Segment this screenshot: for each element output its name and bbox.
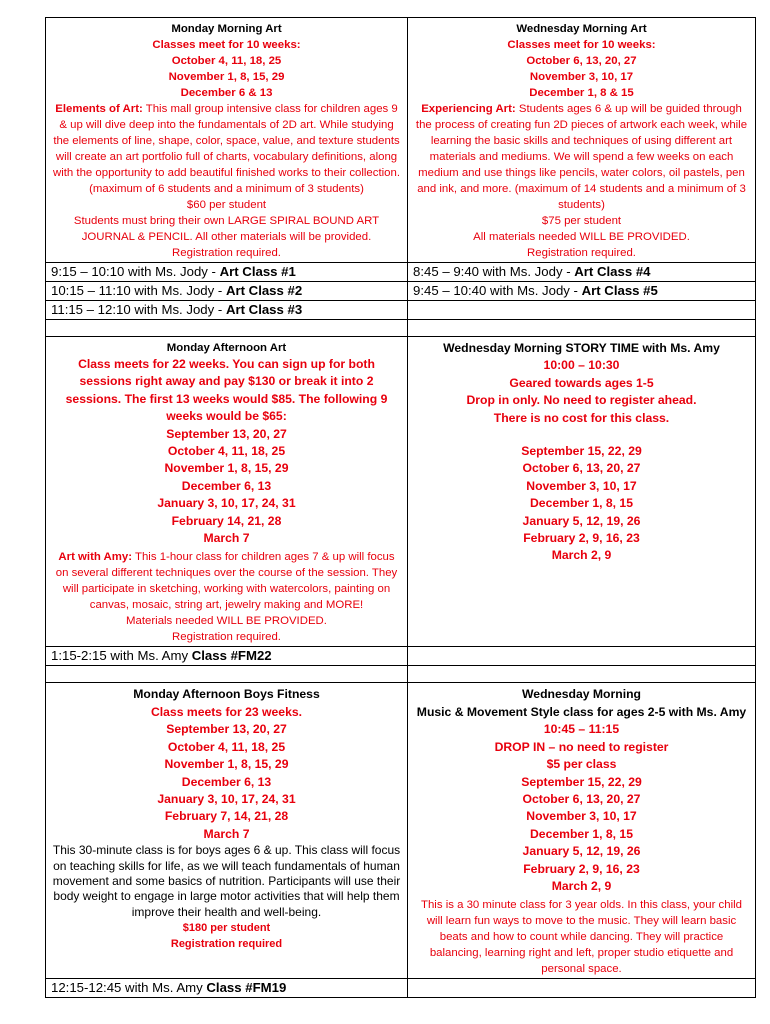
class-time-row [46,301,756,320]
class-schedule-line: December 6, 13 [181,478,272,493]
class-schedule-line: October 6, 13, 20, 27 [526,55,637,67]
class-schedule-line: Classes meet for 10 weeks: [507,39,656,51]
description-lead: Experiencing Art: [421,103,516,115]
class-schedule-line: February 2, 9, 16, 23 [523,861,640,876]
class-schedule-line: DROP IN – no need to register [494,739,669,754]
class-time: 1:15-2:15 with Ms. Amy [51,648,192,664]
class-time: 8:45 – 9:40 with Ms. Jody - [413,264,575,279]
class-schedule-line: March 2, 9 [551,548,612,563]
class-title: Wednesday Morning STORY TIME with Ms. Amy [443,341,720,355]
registration-note: Registration required. [527,247,636,259]
class-time-cell [46,301,408,320]
class-schedule-line: September 13, 20, 27 [166,722,287,737]
schedule-table [45,17,756,998]
class-schedule-line: September 15, 22, 29 [521,774,642,789]
class-schedule-line: January 5, 12, 19, 26 [522,513,641,528]
class-schedule-line: February 14, 21, 28 [171,513,282,528]
class-time: 10:15 – 11:10 with Ms. Jody - [51,283,226,298]
class-schedule-line: September 15, 22, 29 [521,444,642,459]
class-title: Monday Afternoon Art [166,342,287,354]
class-schedule-line: December 6, 13 [181,774,272,789]
class-description [51,549,402,613]
class-schedule-line: Geared towards ages 1-5 [509,375,654,390]
class-time-cell [46,647,408,666]
class-time: 11:15 – 12:10 with Ms. Jody - [51,302,226,317]
class-schedule-line: Classes meet for 10 weeks: [152,39,301,51]
class-schedule-line: November 3, 10, 17 [526,478,637,493]
class-time-cell [46,979,408,998]
class-time-row [46,282,756,301]
class-schedule-line: October 6, 13, 20, 27 [522,791,641,806]
class-schedule-line: February 7, 14, 21, 28 [164,809,289,824]
monday-afternoon-art-cell [46,337,408,647]
class-time: 12:15-12:45 with Ms. Amy [51,980,207,996]
class-time-cell [408,282,756,301]
class-description-row [46,337,756,647]
class-schedule-line: December 1, 8 & 15 [529,87,634,99]
class-time-row [46,647,756,666]
spacer-row [46,666,756,683]
class-schedule-line: November 3, 10, 17 [529,71,634,83]
class-schedule-line: There is no cost for this class. [493,410,670,425]
price-note: $60 per student [186,199,267,211]
class-description-row [46,683,756,979]
class-schedule-line: Class meets for 22 weeks. You can sign up for both sessions right away and pay $130 or break it into 2 sessions. The first 13 weeks would $85. The following 9 weeks would be $65: [65,357,388,424]
class-schedule-line: Class meets for 23 weeks. [150,704,303,719]
price-note: $180 per student [182,922,271,935]
class-time-cell [408,301,756,320]
monday-boys-fitness-cell [46,683,408,979]
class-number: Art Class #3 [225,302,303,317]
class-description [413,101,750,213]
class-title: Monday Morning Art [171,23,282,35]
description-body: This mall group intensive class for children ages 9 & up will dive deep into the fundamentals of 2D art. While studying the elements of line, shape, color, space, value, and texture students will create an art portfolio full of charts, vocabulary definitions, along with the opportunity to add beautiful finished works to their collection. [53,103,400,179]
wednesday-music-movement-cell [408,683,756,979]
class-schedule-line: December 6 & 13 [180,87,273,99]
wednesday-story-time-cell [408,337,756,647]
class-title: Wednesday Morning Art [516,23,647,35]
registration-note: Registration required. [172,247,281,259]
class-number: Art Class #1 [219,264,296,279]
class-description: This 30-minute class is for boys ages 6 & up. This class will focus on teaching skills for life, as we will teach fundamentals of human movement and some basics of nutrition. Participants will use their body weight to engage in large motor activities that will help them improve their health and well-being. [52,843,401,919]
wednesday-morning-art-cell [408,18,756,263]
class-schedule-line: $5 per class [546,757,617,772]
description-lead: Elements of Art: [55,103,143,115]
class-number: Art Class #2 [225,283,303,298]
class-schedule-line: March 2, 9 [551,878,612,893]
class-schedule-line: October 4, 11, 18, 25 [167,739,286,754]
materials-note: Materials needed WILL BE PROVIDED. [126,615,327,628]
class-time-row [46,979,756,998]
class-description [51,101,402,181]
class-schedule-line: February 2, 9, 16, 23 [523,531,640,546]
class-schedule-line: October 4, 11, 18, 25 [167,444,286,459]
class-schedule-line: January 5, 12, 19, 26 [522,844,641,859]
class-schedule-line: December 1, 8, 15 [530,496,633,511]
class-schedule-line: Drop in only. No need to register ahead. [466,393,697,408]
class-schedule-line: November 1, 8, 15, 29 [168,71,285,83]
class-title: Wednesday Morning [522,687,641,702]
class-time-cell [408,647,756,666]
class-description-row [46,18,756,263]
class-schedule-line: 10:45 – 11:15 [543,722,620,737]
materials-note: All materials needed WILL BE PROVIDED. [473,231,690,243]
class-schedule-line: 10:00 – 10:30 [543,358,620,373]
materials-note: Students must bring their own LARGE SPIRAL BOUND ART JOURNAL & PENCIL. All other materials will be provided. [73,215,380,243]
class-subtitle: Music & Movement Style class for ages 2-5 with Ms. Amy [416,704,747,719]
description-body: Students ages 6 & up will be guided through the process of creating fun 2D pieces of artwork each week, while learning the basic skills and techniques of using different art materials and mediums. We will spend a few weeks on each medium and use things like pencils, water colors, oil pastels, pen and ink, and more. (maximum of 14 students and a minimum of 3 students) [415,103,748,211]
class-schedule-line: December 1, 8, 15 [530,826,633,841]
class-time-cell [46,263,408,282]
class-schedule-line: October 4, 11, 18, 25 [171,55,282,67]
class-schedule-line: October 6, 13, 20, 27 [522,461,641,476]
blank-line [413,427,750,443]
description-lead: Art with Amy: [58,551,133,564]
class-schedule-line: March 7 [203,826,250,841]
monday-morning-art-cell [46,18,408,263]
class-schedule-line: January 3, 10, 17, 24, 31 [157,496,296,511]
class-number: Art Class #4 [574,264,651,279]
class-number: Class #FM22 [191,648,272,664]
class-schedule-line: September 13, 20, 27 [166,426,287,441]
registration-note: Registration required. [172,631,281,644]
class-schedule-line: November 1, 8, 15, 29 [164,461,289,476]
class-number: Art Class #5 [581,283,658,298]
class-time: 9:45 – 10:40 with Ms. Jody - [413,283,582,298]
class-description: This is a 30 minute class for 3 year olds. In this class, your child will learn fun ways to move to the music. They will learn basic beats and how to count while dancing. They will practice balancing, learning right and left, proper studio etiquette and personal space. [421,899,742,976]
enrollment-note: (maximum of 6 students and a minimum of 3 students) [89,183,364,195]
class-schedule-line: November 3, 10, 17 [526,809,637,824]
class-number: Class #FM19 [206,980,287,996]
class-time-cell [408,979,756,998]
spacer-row [46,320,756,337]
class-title: Monday Afternoon Boys Fitness [133,687,320,702]
class-schedule-line: November 1, 8, 15, 29 [164,757,289,772]
class-time-cell [408,263,756,282]
class-time-cell [46,282,408,301]
class-schedule-line: January 3, 10, 17, 24, 31 [157,791,296,806]
price-note: $75 per student [541,215,622,227]
description-body: This 1-hour class for children ages 7 & up will focus on several different techniques over the course of the session. They will participate in sketching, working with watercolors, painting on canvas, mosaic, string art, jewelry making and MORE! [55,551,398,612]
class-time: 9:15 – 10:10 with Ms. Jody - [51,264,220,279]
registration-note: Registration required [170,938,283,951]
class-time-row [46,263,756,282]
class-schedule-line: March 7 [203,531,250,546]
